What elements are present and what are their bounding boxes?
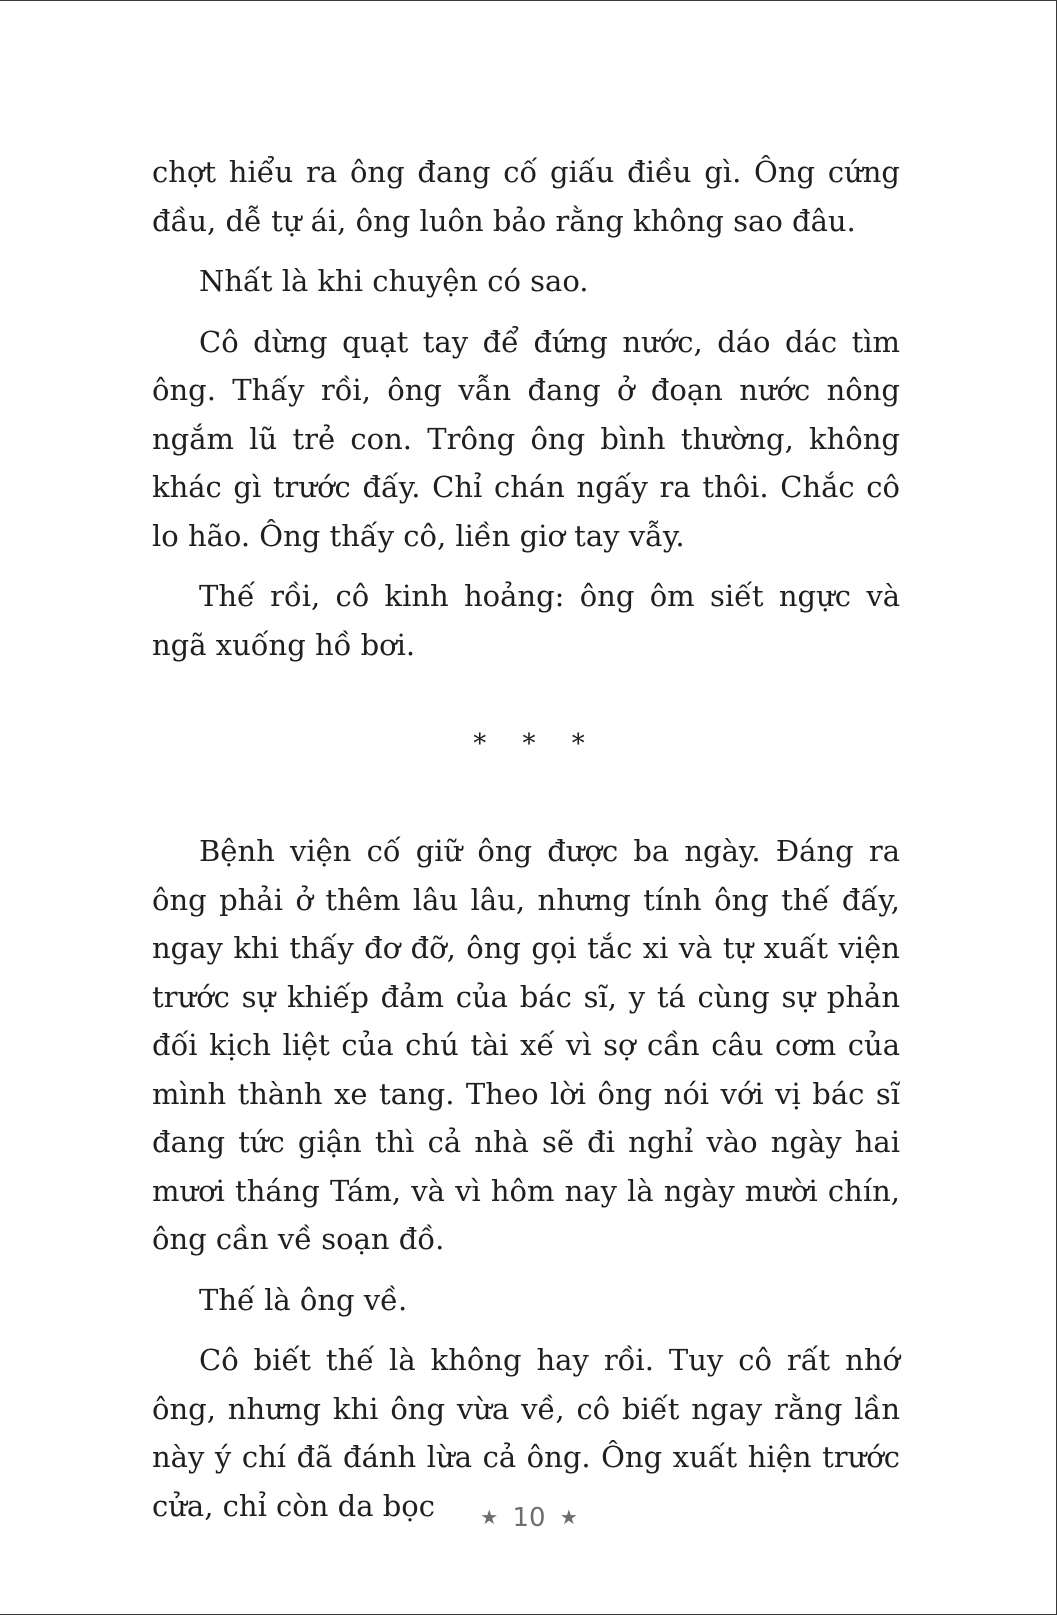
page-number: 10 [512,1503,546,1533]
text-section-2 [152,827,900,1530]
paragraph: Thế là ông về. [199,1282,408,1317]
paragraph: Nhất là khi chuyện có sao. [199,264,589,298]
scene-break: * * * [473,729,599,759]
paragraph: Bệnh viện cố giữ ông được ba ngày. Đáng ra ông phải ở thêm lâu lâu, nhưng tính ông thế đấy, ngay khi thấy đơ đỡ, ông gọi tắc xi và tự xuất viện trước sự khiếp đảm của bác sĩ, y tá cùng sự phản đối kịch liệt của chú tài xế vì sợ cần câu cơm của mình thành xe tang. Theo lời ông nói với vị bác sĩ đang tức giận thì cả nhà sẽ đi nghỉ vào ngày hai mươi tháng Tám, và vì hôm nay là ngày mười chín, ông cần về soạn đồ. [152,834,900,1256]
text-section-1 [152,148,900,669]
paragraph: Thế rồi, cô kinh hoảng: ông ôm siết ngực và ngã xuống hồ bơi. [152,579,900,662]
paragraph: Cô dừng quạt tay để đứng nước, dáo dác tìm ông. Thấy rồi, ông vẫn đang ở đoạn nước nông ngắm lũ trẻ con. Trông ông bình thường, không khác gì trước đấy. Chỉ chán ngấy ra thôi. Chắc cô lo hão. Ông thấy cô, liền giơ tay vẫy. [152,324,900,553]
paragraph: chợt hiểu ra ông đang cố giấu điều gì. Ông cứng đầu, dễ tự ái, ông luôn bảo rằng không sao đâu. [152,155,900,238]
page-footer [0,1503,1058,1533]
paragraph: Cô biết thế là không hay rồi. Tuy cô rất nhớ ông, nhưng khi ông vừa về, cô biết ngay rằng lần này ý chí đã đánh lừa cả ông. Ông xuất hiện trước cửa, chỉ còn da bọc [152,1343,900,1523]
star-icon: ★ [480,1505,499,1529]
star-icon: ★ [559,1505,578,1529]
